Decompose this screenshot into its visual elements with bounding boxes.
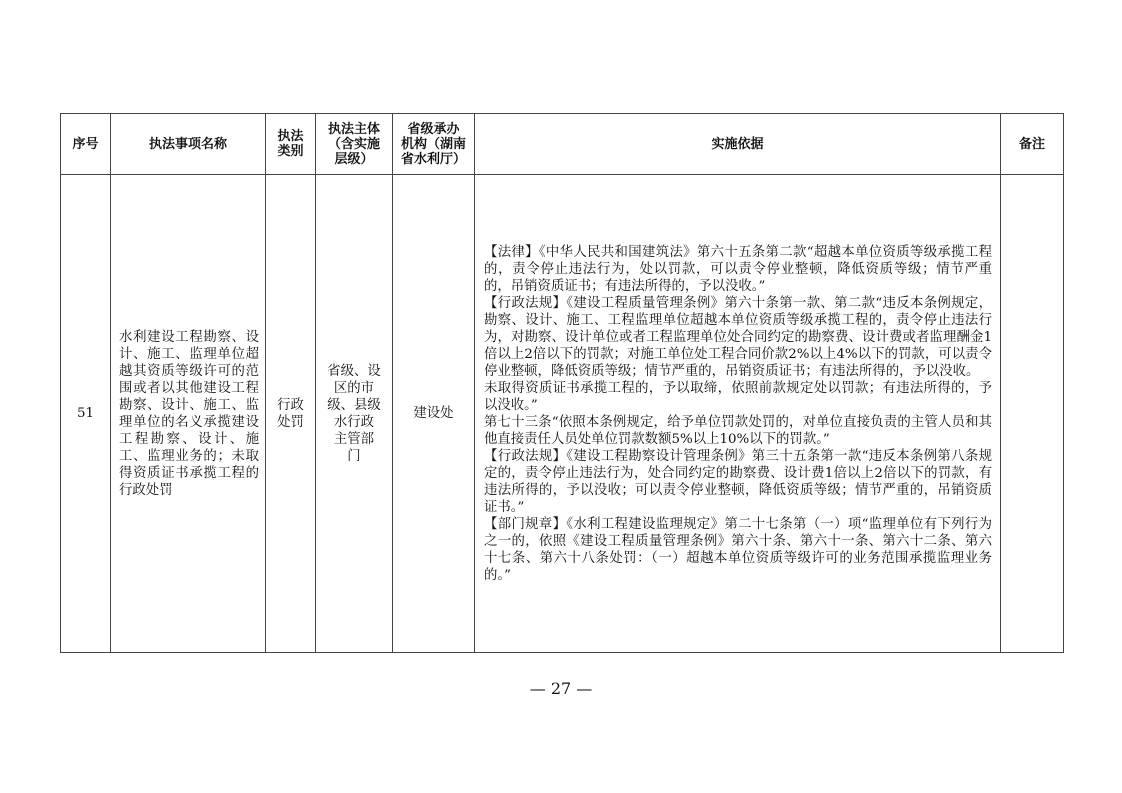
item-name: 水利建设工程勘察、设计、施工、监理单位超越其资质等级许可的范围或者以其他建设工程勘察、设计、施工、监理单位的名义承揽建设工程勘察、设计、施工、监理业务的；未取得资质证书承揽工程的行政处罚 — [111, 175, 266, 653]
basis-paragraph: 未取得资质证书承揽工程的，予以取缔，依照前款规定处以罚款；有违法所得的，予以没收。” — [484, 380, 992, 413]
table-row — [61, 175, 1064, 653]
enforcement-type: 行政 处罚 — [266, 175, 316, 653]
header-subject: 执法主体 （含实施 层级） — [316, 114, 393, 175]
header-basis: 实施依据 — [475, 114, 1001, 175]
basis-paragraph: 第七十三条“依照本条例规定，给予单位罚款处罚的，对单位直接负责的主管人员和其他直接责任人员处单位罚款数额5%以上10%以下的罚款。” — [484, 414, 992, 447]
header-org: 省级承办 机构（湖南 省水利厅） — [393, 114, 475, 175]
remarks — [1001, 175, 1064, 653]
basis-paragraph: 【行政法规】《建设工程勘察设计管理条例》第三十五条第一款“违反本条例第八条规定的，责令停止违法行为，处合同约定的勘察费、设计费1倍以上2倍以下的罚款，有违法所得的，予以没收；可以责令停业整顿，降低资质等级；情节严重的，吊销资质证书。” — [484, 448, 992, 515]
basis-paragraph: 【法律】《中华人民共和国建筑法》第六十五条第二款“超越本单位资质等级承揽工程的，责令停止违法行为，处以罚款，可以责令停业整顿，降低资质等级；情节严重的，吊销资质证书；有违法所得的，予以没收。” — [484, 244, 992, 294]
header-note: 备注 — [1001, 114, 1064, 175]
legal-basis — [475, 175, 1001, 653]
header-type: 执法 类别 — [266, 114, 316, 175]
header-row — [61, 114, 1064, 175]
basis-paragraph: 【行政法规】《建设工程质量管理条例》第六十条第一款、第二款“违反本条例规定，勘察、设计、施工、工程监理单位超越本单位资质等级承揽工程的，责令停止违法行为，对勘察、设计单位或者工程监理单位处合同约定的勘察费、设计费或者监理酬金1倍以上2倍以下的罚款；对施工单位处工程合同价款2%以上4%以下的罚款，可以责令停业整顿，降低资质等级；情节严重的，吊销资质证书；有违法所得的，予以没收。 — [484, 295, 992, 379]
enforcement-subject: 省级、设 区的市 级、县级 水行政 主管部 门 — [316, 175, 393, 653]
header-num: 序号 — [61, 114, 111, 175]
handling-org: 建设处 — [393, 175, 475, 653]
basis-paragraph: 【部门规章】《水利工程建设监理规定》第二十七条第（一）项“监理单位有下列行为之一的，依照《建设工程质量管理条例》第六十条、第六十一条、第六十二条、第六十七条、第六十八条处罚：（一）超越本单位资质等级许可的业务范围承揽监理业务的。” — [484, 516, 992, 583]
row-number: 51 — [61, 175, 111, 653]
enforcement-table — [60, 113, 1064, 653]
header-name: 执法事项名称 — [111, 114, 266, 175]
page-number: — 27 — — [529, 679, 593, 698]
